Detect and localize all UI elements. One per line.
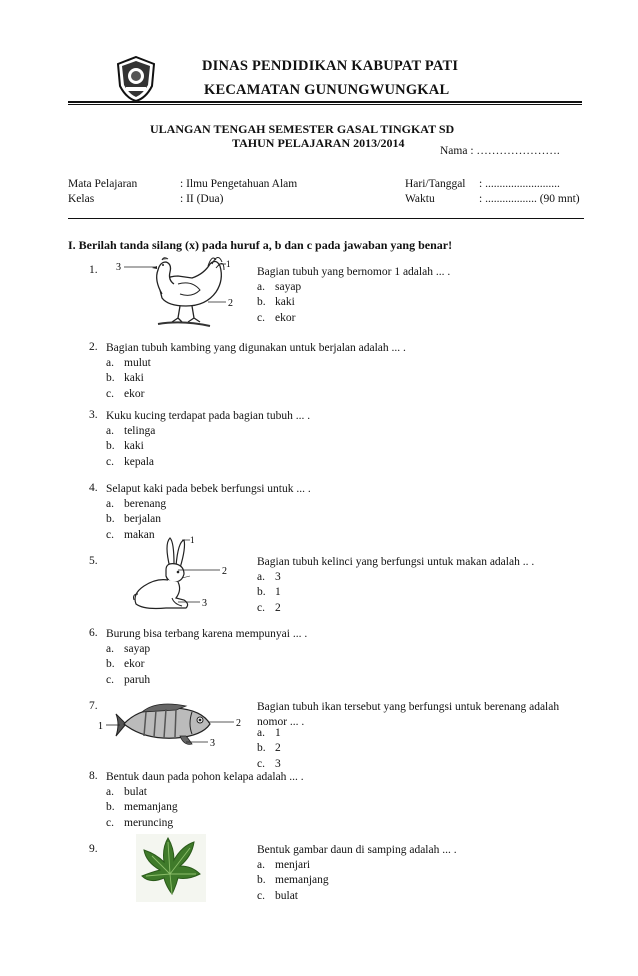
waktu-label: Waktu [405, 193, 435, 205]
option-c[interactable]: c. ekor [106, 387, 145, 400]
option-list [257, 280, 301, 326]
option-a[interactable]: a. berenang [106, 498, 167, 510]
mapel-value: : Ilmu Pengetahuan Alam [180, 178, 298, 190]
question-text: Bagian tubuh kelinci yang berfungsi untuk makan adalah .. . [257, 556, 535, 568]
option-c[interactable]: c. makan [106, 528, 155, 541]
fish-illustration [96, 700, 246, 752]
option-b[interactable]: b. memanjang [106, 801, 178, 814]
header-rule-thin [68, 104, 582, 105]
info-rule [68, 218, 584, 219]
option-b[interactable]: b. 2 [257, 742, 281, 755]
fish-label-1: 1 [98, 721, 103, 732]
option-a[interactable]: a. 3 [257, 571, 281, 583]
option-a[interactable]: a. 1 [257, 727, 281, 739]
fish-label-2: 2 [236, 718, 241, 729]
option-b[interactable]: b. memanjang [257, 874, 329, 887]
question-text: Kuku kucing terdapat pada bagian tubuh ... . [106, 410, 311, 422]
option-list [106, 424, 155, 470]
question-text: Burung bisa terbang karena mempunyai ... . [106, 628, 308, 640]
option-b[interactable]: b. kaki [106, 440, 144, 453]
question-number: 9. [89, 843, 98, 855]
exam-title: ULANGAN TENGAH SEMESTER GASAL TINGKAT SD [150, 122, 455, 136]
mapel-label: Mata Pelajaran [68, 178, 138, 190]
option-a[interactable]: a. sayap [106, 643, 151, 655]
rabbit-label-3: 3 [202, 598, 207, 609]
option-list [257, 726, 281, 772]
option-c[interactable]: c. meruncing [106, 816, 174, 829]
option-c[interactable]: c. 3 [257, 757, 281, 770]
header-line-1: DINAS PENDIDIKAN KABUPAT PATI [202, 58, 459, 74]
option-b[interactable]: b. 1 [257, 586, 281, 599]
header-line-2: KECAMATAN GUNUNGWUNGKAL [204, 82, 450, 98]
option-a[interactable]: a. sayap [257, 281, 302, 293]
rabbit-label-2: 2 [222, 566, 227, 577]
option-a[interactable]: a. bulat [106, 786, 147, 798]
hen-label-2: 2 [228, 298, 233, 309]
question-text-line-2: nomor ... . [257, 716, 305, 728]
fish-label-3: 3 [210, 738, 215, 749]
option-list [106, 642, 150, 688]
option-list [257, 570, 281, 616]
question-number: 3. [89, 409, 98, 421]
header-rule [68, 101, 582, 103]
question-text: Bentuk daun pada pohon kelapa adalah ... . [106, 771, 304, 783]
option-c[interactable]: c. paruh [106, 673, 151, 686]
option-list [106, 785, 178, 831]
question-number: 8. [89, 770, 98, 782]
question-text: Bagian tubuh kambing yang digunakan untuk berjalan adalah ... . [106, 342, 406, 354]
question-text: Selaput kaki pada bebek berfungsi untuk ... . [106, 483, 311, 495]
option-list [106, 356, 151, 402]
question-text: Bagian tubuh yang bernomor 1 adalah ... . [257, 266, 451, 278]
question-number: 7. [89, 700, 98, 712]
question-number: 1. [89, 264, 98, 276]
option-b[interactable]: b. kaki [106, 372, 144, 385]
option-a[interactable]: a. menjari [257, 859, 311, 871]
option-b[interactable]: b. ekor [106, 658, 145, 671]
option-c[interactable]: c. bulat [257, 889, 298, 902]
rabbit-label-1: 1 [190, 535, 195, 545]
option-c[interactable]: c. ekor [257, 311, 296, 324]
question-number: 5. [89, 555, 98, 567]
exam-year: TAHUN PELAJARAN 2013/2014 [232, 136, 405, 150]
hen-illustration [112, 250, 240, 330]
question-number: 4. [89, 482, 98, 494]
option-b[interactable]: b. berjalan [106, 513, 162, 526]
palmate-leaf-photo [136, 834, 206, 902]
name-field: Nama : …………………. [440, 145, 560, 157]
hen-label-3: 3 [116, 262, 121, 273]
question-number: 2. [89, 341, 98, 353]
question-number: 6. [89, 627, 98, 639]
rabbit-illustration [116, 534, 240, 612]
regency-emblem-icon [116, 56, 156, 102]
option-c[interactable]: c. 2 [257, 601, 281, 614]
option-c[interactable]: c. kepala [106, 455, 155, 468]
hari-label: Hari/Tanggal [405, 178, 466, 190]
kelas-value: : II (Dua) [180, 193, 224, 205]
kelas-label: Kelas [68, 193, 95, 205]
option-a[interactable]: a. telinga [106, 425, 156, 437]
question-text-line-1: Bagian tubuh ikan tersebut yang berfungsi untuk berenang adalah [257, 701, 560, 713]
option-b[interactable]: b. kaki [257, 296, 295, 309]
hari-value: : .......................... [479, 178, 560, 190]
question-text: Bentuk gambar daun di samping adalah ... . [257, 844, 457, 856]
waktu-value: : .................. (90 mnt) [479, 193, 580, 205]
hen-label-1: 1 [226, 259, 231, 269]
option-a[interactable]: a. mulut [106, 357, 151, 369]
option-list [257, 858, 329, 904]
section-instruction: I. Berilah tanda silang (x) pada huruf a, b dan c pada jawaban yang benar! [68, 238, 453, 252]
